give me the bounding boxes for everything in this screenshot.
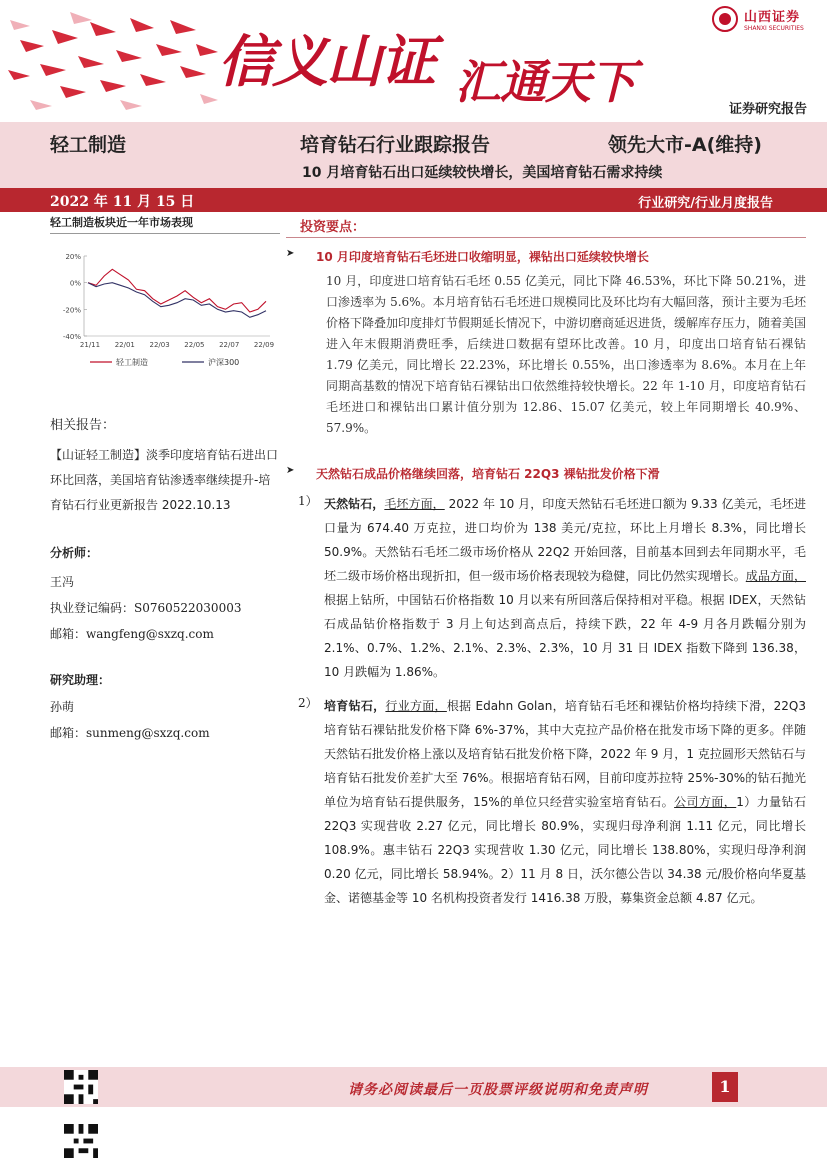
item-text: 1）力量钻石 22Q3 实现营收 2.27 亿元，同比增长 80.9%，实现归母净利润 1.11 亿元，同比增长 108.9%。惠丰钻石 22Q3 实现营收 1.30 亿元，同比增长 138.80%，实现归母净利润 0.20 亿元，同比增长 58.94%。2）11 月 8 日，沃尔德公告以 34.38 元/股价格向华夏基金、诺德基金等 10 名机构投资者发行 1416.38 万股，募集资金总额 4.87 亿元。 (324, 795, 806, 905)
x-tick-label: 22/09 (253, 341, 275, 349)
list-item-body (324, 492, 806, 684)
list-item (286, 694, 806, 910)
x-tick-label: 22/03 (149, 341, 170, 349)
performance-chart-svg (50, 236, 280, 376)
x-tick-label: 22/05 (184, 341, 205, 349)
related-report-link[interactable]: 【山证轻工制造】淡季印度培育钻石进出口环比回落，美国培育钻渗透率继续提升-培育钻石行业更新报告 2022.10.13 (50, 448, 279, 512)
slogan-part1: 信义山证 (218, 30, 434, 95)
series-line-index (88, 283, 266, 318)
item-label: 天然钻石， (324, 497, 385, 511)
logo-name: 山西证券 (744, 10, 801, 25)
item-label: 培育钻石， (324, 699, 386, 713)
item-subhead: 公司方面， (674, 795, 737, 809)
qr-code-icon (64, 1070, 98, 1104)
header-banner (0, 0, 827, 122)
bullet-arrow-icon: ➤ (286, 465, 295, 476)
item-subhead: 成品方面， (745, 569, 806, 583)
legend-label: 沪深300 (208, 358, 240, 367)
item-subhead: 行业方面， (385, 699, 447, 713)
qr-code-icon (64, 1124, 98, 1158)
slogan-part2: 汇通天下 (455, 55, 635, 109)
y-tick-label: -20% (62, 306, 81, 315)
section-1-title: 10 月印度培育钻石毛坯进口收缩明显，裸钻出口延续较快增长 (316, 250, 649, 264)
analyst-email[interactable]: 邮箱：wangfeng@sxzq.com (50, 627, 214, 641)
bullet-arrow-icon: ➤ (286, 248, 295, 259)
report-type: 证券研究报告 (728, 102, 807, 117)
series-line-industry (88, 269, 266, 312)
report-date: 2022 年 11 月 15 日 (50, 194, 195, 210)
logo-en-name: SHANXI SECURITIES (744, 25, 804, 32)
market-performance-chart (50, 236, 280, 380)
analyst-info (50, 544, 280, 746)
x-tick-label: 22/01 (114, 341, 135, 349)
related-reports-heading: 相关报告： (50, 418, 116, 433)
flying-birds-graphic (0, 0, 220, 122)
item-subhead: 毛坯方面， (384, 497, 445, 511)
analyst-registration: 执业登记编码：S0760522030003 (50, 601, 242, 615)
report-subtitle: 10 月培育钻石出口延续较快增长，美国培育钻石需求持续 (302, 165, 663, 181)
list-item-number: 2） (298, 696, 318, 710)
item-text: 根据 Edahn Golan，培育钻石毛坯和裸钻价格均持续下滑，22Q3 培育钻石裸钻批发价格下降 6%-37%，其中大克拉产品价格在批发市场下降的更多。伴随天然钻石批发价格上涨以及培育钻石批发价格下降，2022 年 9 月，1 克拉圆形天然钻石与培育钻石批发价差扩大至 76%。根据培育钻石网，目前印度苏拉特 25%-30%的钻石抛光单位为培育钻石提供服务，15%的单位只经营实验室培育钻石。 (324, 699, 806, 809)
left-sidebar (50, 214, 280, 740)
main-content (286, 216, 806, 910)
analyst-name: 王冯 (50, 575, 75, 589)
logo-mark-icon (712, 6, 738, 32)
item-text: 2022 年 10 月，印度天然钻石毛坯进口额为 9.33 亿美元，毛坯进口量为 674.40 万克拉，进口均价为 138 美元/克拉，环比上月增长 8.3%，同比增长 50.9%。天然钻石毛坯二级市场价格从 22Q2 开始回落，目前基本回到去年同期水平，毛坯二级市场价格出现折扣，但一级市场价格表现较为稳健，同比仍然实现增长。 (324, 497, 806, 583)
footer-disclaimer: 请务必阅读最后一页股票评级说明和免责声明 (348, 1082, 648, 1098)
y-tick-label: -40% (62, 333, 81, 341)
list-item (286, 492, 806, 684)
analyst-label: 分析师： (50, 546, 99, 560)
y-tick-label: 0% (69, 279, 81, 288)
chart-title: 轻工制造板块近一年市场表现 (50, 214, 280, 234)
x-tick-label: 21/11 (79, 341, 101, 349)
section-2-heading (286, 465, 806, 482)
x-tick-label: 22/07 (219, 341, 240, 349)
rating-label: 领先大市-A(维持) (608, 134, 762, 156)
related-reports (50, 414, 280, 518)
page-number: 1 (712, 1072, 738, 1102)
assistant-email[interactable]: 邮箱：sunmeng@sxzq.com (50, 726, 210, 740)
report-title: 培育钻石行业跟踪报告 (300, 134, 491, 156)
report-category: 行业研究/行业月度报告 (638, 196, 773, 211)
list-item-body (324, 694, 806, 910)
legend-label: 轻工制造 (116, 358, 148, 367)
assistant-name: 孙萌 (50, 700, 75, 714)
section-1-heading (286, 248, 806, 265)
section-2-title: 天然钻石成品价格继续回落，培育钻石 22Q3 裸钻批发价格下滑 (316, 467, 660, 481)
y-tick-label: 20% (65, 253, 81, 261)
list-item-number: 1） (298, 494, 318, 508)
assistant-label: 研究助理： (50, 673, 111, 687)
industry-label: 轻工制造 (50, 134, 127, 156)
item-text: 根据上钻所，中国钻石价格指数 10 月以来有所回落后保持相对平稳。根据 IDEX，天然钻石成品钻价格指数于 3 月上旬达到高点后，持续下跌，22 年 4-9 月各月跌幅分别为 2.1%、0.7%、1.2%、2.1%、2.3%、2.3%，10 月 31 日 IDEX 指数下降到 136.38，10 月跌幅为 1.86%。 (324, 593, 806, 679)
section-1-body: 10 月，印度进口培育钻石毛坯 0.55 亿美元，同比下降 46.53%，环比下降 50.21%，进口渗透率为 5.6%。本月培育钻石毛坯进口规模同比及环比均有大幅回落，预计主要为毛坯价格下降叠加印度排灯节假期延长情况下，中游切磨商延迟进货，缓解库存压力，随着美国进入年末假期消费旺季，后续进口数据有望环比改善。10 月，印度出口培育钻石裸钻 1.79 亿美元，同比增长 22.23%，环比增长 0.55%，出口渗透率为 8.6%。本月在上年同期高基数的情况下培育钻石裸钻出口依然维持较快增长。22 年 1-10 月，印度培育钻石毛坯进口和裸钻出口累计值分别为 12.86、15.07 亿美元，较上年同期增长 40.9%、57.9%。 (326, 274, 807, 435)
investment-highlights-heading: 投资要点： (286, 216, 806, 238)
company-logo (712, 6, 804, 32)
